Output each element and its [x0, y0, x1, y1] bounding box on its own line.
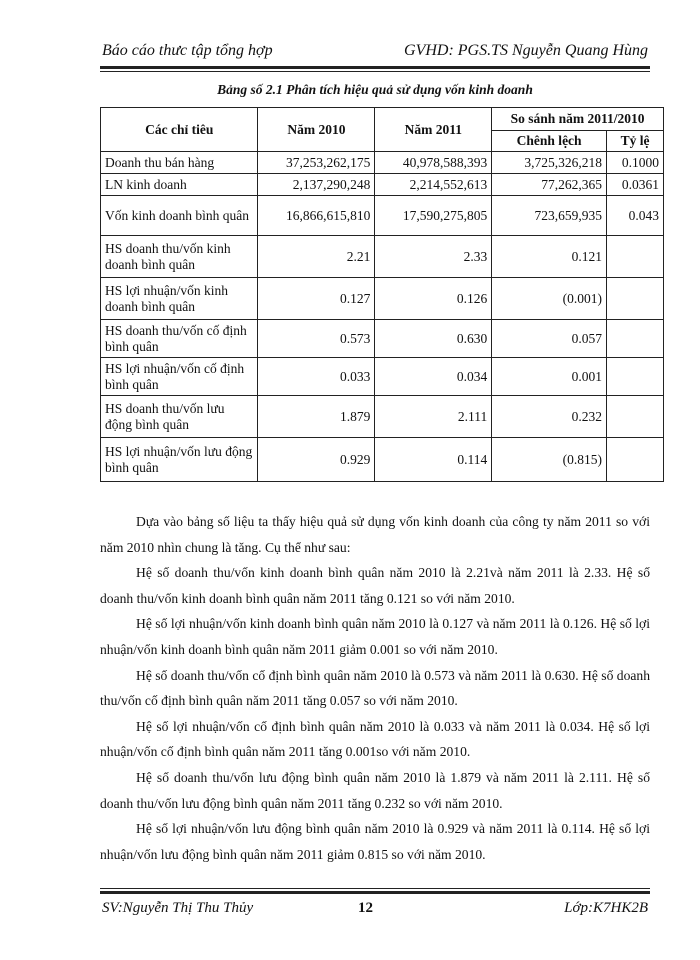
- value-diff: 0.232: [492, 396, 607, 438]
- report-title: Báo cáo thưc tập tổng hợp: [102, 42, 273, 59]
- value-diff: 77,262,365: [492, 174, 607, 196]
- col-header-indicator: Các chỉ tiêu: [101, 108, 258, 152]
- value-2010: 2,137,290,248: [258, 174, 375, 196]
- value-ratio: 0.0361: [607, 174, 664, 196]
- value-diff: (0.001): [492, 278, 607, 320]
- value-ratio: [607, 278, 664, 320]
- paragraph: Hệ số doanh thu/vốn lưu động bình quân năm 2010 là 1.879 và năm 2011 là 2.111. Hệ số doanh thu/vốn lưu động bình quân năm 2011 tăng 0.232 so với năm 2010.: [100, 769, 650, 811]
- paragraph: Hệ số lợi nhuận/vốn cố định bình quân năm 2010 là 0.033 và năm 2011 là 0.034. Hệ số lợi nhuận/vốn cố định bình quân năm 2011 tăng 0.001so với năm 2010.: [100, 718, 650, 760]
- row-label: HS doanh thu/vốn lưu động bình quân: [101, 396, 258, 438]
- footer-rule-thick: [100, 891, 650, 894]
- analysis-text: [100, 509, 650, 867]
- value-2011: 0.630: [375, 320, 492, 358]
- value-2010: 0.929: [258, 438, 375, 482]
- table-row: [101, 152, 664, 174]
- footer-rule-thin: [100, 888, 650, 889]
- paragraph: Hệ số doanh thu/vốn cố định bình quân năm 2010 là 0.573 và năm 2011 là 0.630. Hệ số doanh thu/vốn cố định bình quân năm 2011 tăng 0.057 so với năm 2010.: [100, 667, 650, 709]
- table-row: [101, 236, 664, 278]
- value-diff: 0.057: [492, 320, 607, 358]
- value-2011: 0.126: [375, 278, 492, 320]
- header-rule-thick: [100, 66, 650, 69]
- header-rule-thin: [100, 71, 650, 72]
- value-ratio: [607, 320, 664, 358]
- row-label: HS lợi nhuận/vốn lưu động bình quân: [101, 438, 258, 482]
- page-footer: [100, 900, 650, 922]
- value-2010: 0.573: [258, 320, 375, 358]
- paragraph: Hệ số lợi nhuận/vốn lưu động bình quân năm 2010 là 0.929 và năm 2011 là 0.114. Hệ số lợi nhuận/vốn lưu động bình quân năm 2011 giảm 0.815 so với năm 2010.: [100, 821, 650, 862]
- value-ratio: [607, 236, 664, 278]
- row-label: HS doanh thu/vốn cố định bình quân: [101, 320, 258, 358]
- value-2011: 2.33: [375, 236, 492, 278]
- row-label: Doanh thu bán hàng: [101, 152, 258, 174]
- row-label: HS doanh thu/vốn kinh doanh bình quân: [101, 236, 258, 278]
- value-2011: 2.111: [375, 396, 492, 438]
- col-header-ratio: Tỷ lệ: [607, 131, 664, 152]
- value-2010: 37,253,262,175: [258, 152, 375, 174]
- value-2011: 40,978,588,393: [375, 152, 492, 174]
- student-name: SV:Nguyễn Thị Thu Thủy: [102, 900, 254, 916]
- value-2011: 0.034: [375, 358, 492, 396]
- row-label: HS lợi nhuận/vốn kinh doanh bình quân: [101, 278, 258, 320]
- value-diff: 0.001: [492, 358, 607, 396]
- value-2011: 17,590,275,805: [375, 196, 492, 236]
- col-header-2010: Năm 2010: [258, 108, 375, 152]
- table-row: [101, 358, 664, 396]
- value-2011: 0.114: [375, 438, 492, 482]
- value-2010: 2.21: [258, 236, 375, 278]
- supervisor-name: GVHD: PGS.TS Nguyễn Quang Hùng: [404, 42, 648, 59]
- col-header-2011: Năm 2011: [375, 108, 492, 152]
- value-diff: 0.121: [492, 236, 607, 278]
- paragraph: Dựa vào bảng số liệu ta thấy hiệu quả sử dụng vốn kinh doanh của công ty năm 2011 so với năm 2010 nhìn chung là tăng. Cụ thể như sau:: [100, 514, 650, 555]
- col-header-diff: Chênh lệch: [492, 131, 607, 152]
- paragraph: Hệ số doanh thu/vốn kinh doanh bình quân năm 2010 là 2.21và năm 2011 là 2.33. Hệ số doanh thu/vốn kinh doanh bình quân năm 2011 tăng 0.121 so với năm 2010.: [100, 565, 650, 606]
- value-ratio: [607, 438, 664, 482]
- value-diff: (0.815): [492, 438, 607, 482]
- value-ratio: 0.043: [607, 196, 664, 236]
- col-header-compare: So sánh năm 2011/2010: [492, 108, 664, 131]
- table-row: [101, 438, 664, 482]
- value-2011: 2,214,552,613: [375, 174, 492, 196]
- page-number: 12: [358, 900, 373, 916]
- value-diff: 3,725,326,218: [492, 152, 607, 174]
- row-label: Vốn kinh doanh bình quân: [101, 196, 258, 236]
- row-label: LN kinh doanh: [101, 174, 258, 196]
- paragraph: Hệ số lợi nhuận/vốn kinh doanh bình quân năm 2010 là 0.127 và năm 2011 là 0.126. Hệ số lợi nhuận/vốn kinh doanh bình quân năm 2011 giảm 0.001 so với năm 2010.: [100, 616, 650, 657]
- value-2010: 0.033: [258, 358, 375, 396]
- table-row: [101, 320, 664, 358]
- row-label: HS lợi nhuận/vốn cố định bình quân: [101, 358, 258, 396]
- table-row: [101, 174, 664, 196]
- value-2010: 0.127: [258, 278, 375, 320]
- value-ratio: [607, 358, 664, 396]
- value-2010: 16,866,615,810: [258, 196, 375, 236]
- page-header: [100, 40, 650, 64]
- table-row: [101, 196, 664, 236]
- efficiency-table: [100, 107, 664, 482]
- value-diff: 723,659,935: [492, 196, 607, 236]
- class-code: Lớp:K7HK2B: [564, 900, 648, 916]
- table-caption: Bảng số 2.1 Phân tích hiệu quả sử dụng vốn kinh doanh: [217, 82, 533, 97]
- value-2010: 1.879: [258, 396, 375, 438]
- table-row: [101, 278, 664, 320]
- value-ratio: [607, 396, 664, 438]
- value-ratio: 0.1000: [607, 152, 664, 174]
- table-row: [101, 396, 664, 438]
